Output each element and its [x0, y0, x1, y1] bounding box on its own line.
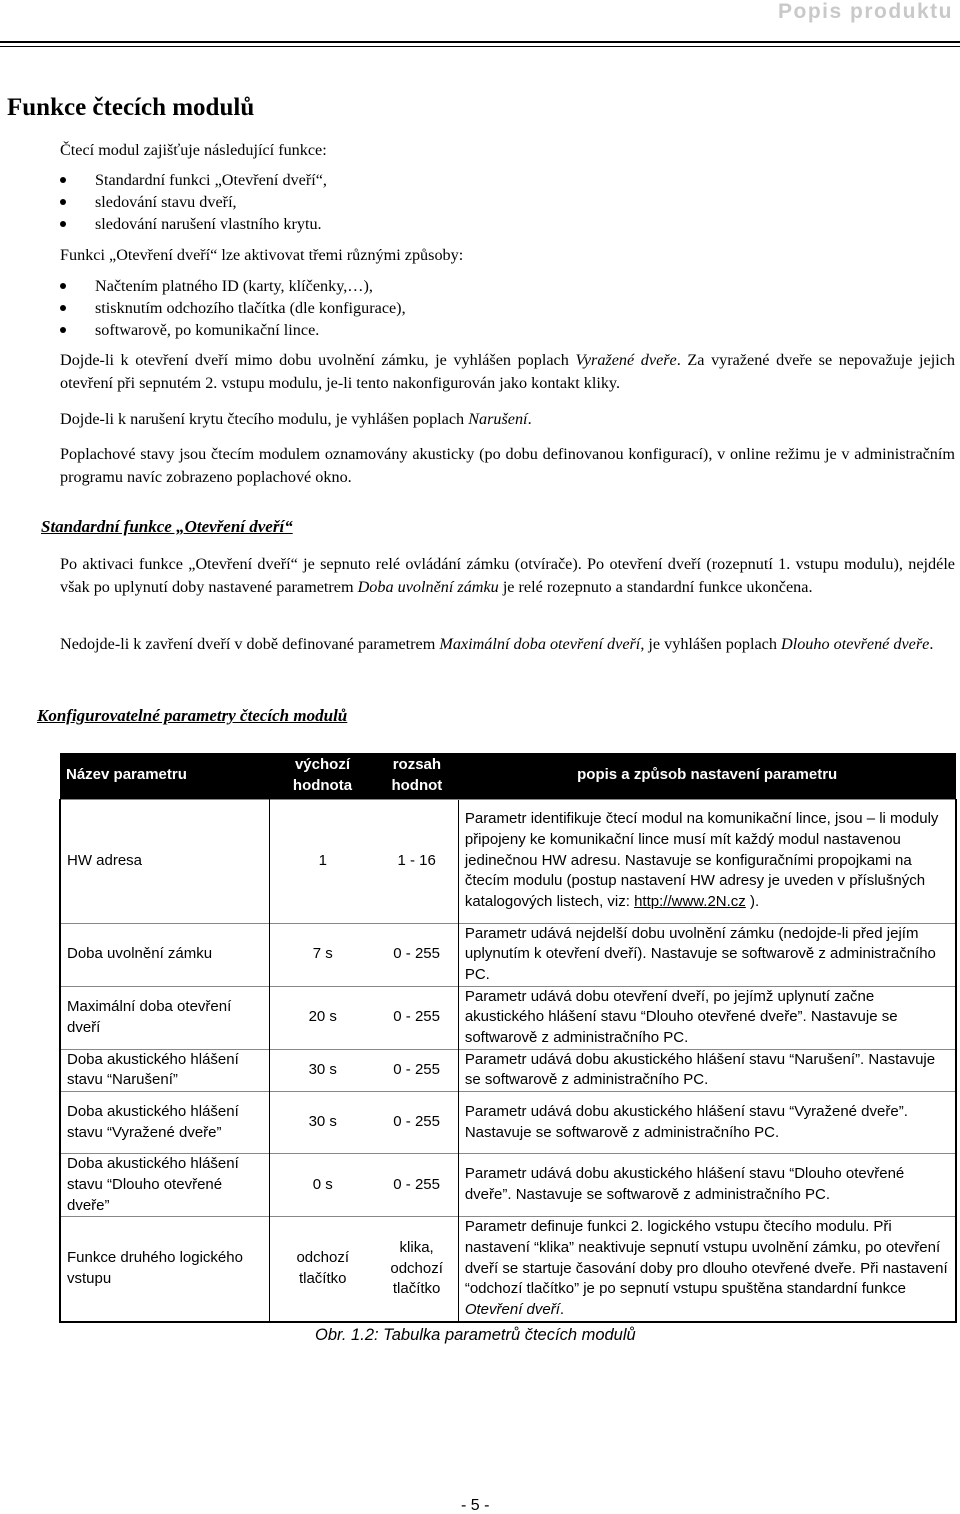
table-header-row — [60, 753, 956, 799]
cell-range: 0 - 255 — [375, 1049, 458, 1091]
list-item-text: sledování stavu dveří, — [95, 193, 237, 211]
table-row — [60, 923, 956, 986]
cell-description: Parametr udává dobu akustického hlášení stavu “Dlouho otevřené dveře”. Nastavuje se softwarově z administračního PC. — [458, 1154, 956, 1217]
cell-name: Doba uvolnění zámku — [60, 923, 270, 986]
cell-description — [458, 799, 956, 923]
bullet-icon — [60, 177, 66, 183]
function-name: Otevření dveří — [464, 1301, 560, 1319]
cell-description: Parametr udává dobu akustického hlášení stavu “Narušení”. Nastavuje se softwarově z administračního PC. — [458, 1049, 956, 1091]
bullet-icon — [60, 283, 66, 289]
open-methods-intro: Funkci „Otevření dveří“ lze aktivovat třemi různými způsoby: — [60, 246, 464, 264]
description-text: ). — [745, 893, 760, 911]
cell-description: Parametr udává nejdelší dobu uvolnění zámku (nedojde-li před jejím uplynutím k otevření dveří). Nastavuje se softwarově z administračního PC. — [458, 923, 956, 986]
cell-range: 0 - 255 — [375, 986, 458, 1049]
header-default: výchozí hodnota — [270, 753, 376, 799]
page-header-title: Popis produktu — [778, 0, 953, 23]
list-item-text: softwarově, po komunikační lince. — [95, 321, 320, 339]
cell-default: 1 — [270, 799, 376, 923]
paragraph-tamper — [60, 408, 955, 431]
table-row — [60, 799, 956, 923]
cell-default: 7 s — [270, 923, 376, 986]
paragraph-text: . — [929, 635, 934, 653]
list-item-text: stisknutím odchozího tlačítka (dle konfigurace), — [95, 299, 406, 317]
cell-description — [458, 1217, 956, 1322]
paragraph-text: Po aktivaci funkce „Otevření dveří“ je sepnuto relé ovládání zámku (otvírače). Po otevření dveří (rozepnutí 1. vstupu modulu), nejdéle však po uplynutí doby nastavené parametrem — [60, 555, 955, 596]
table-row — [60, 1092, 956, 1154]
alarm-name: Dlouho otevřené dveře — [781, 635, 930, 653]
cell-name: Doba akustického hlášení stavu “Vyražené dveře” — [60, 1092, 270, 1154]
cell-name: Doba akustického hlášení stavu “Narušení” — [60, 1049, 270, 1091]
bullet-icon — [60, 327, 66, 333]
bullet-icon — [60, 221, 66, 227]
paragraph-alarms: Poplachové stavy jsou čtecím modulem oznamovány akusticky (po dobu definovanou konfigurací), v online režimu je v administračním programu navíc zobrazeno poplachové okno. — [60, 445, 955, 486]
alarm-name: Vyražené dveře — [575, 351, 677, 369]
cell-default: 30 s — [270, 1049, 376, 1091]
subsection-heading: Standardní funkce „Otevření dveří“ — [41, 517, 293, 536]
cell-range: 0 - 255 — [375, 923, 458, 986]
cell-range: 1 - 16 — [375, 799, 458, 923]
parameter-name: Maximální doba otevření dveří — [439, 635, 641, 653]
paragraph-text: Dojde-li k narušení krytu čtecího modulu, je vyhlášen poplach — [60, 410, 469, 428]
section-title: Funkce čtecích modulů — [7, 94, 255, 121]
paragraph-standard-function — [60, 553, 955, 598]
page-number: - 5 - — [461, 1497, 490, 1514]
cell-default: 30 s — [270, 1092, 376, 1154]
cell-range: klika, odchozí tlačítko — [375, 1217, 458, 1322]
cell-default: odchozí tlačítko — [270, 1217, 376, 1322]
header-divider — [0, 41, 960, 43]
paragraph-text: , je vyhlášen poplach — [640, 635, 782, 653]
cell-default: 0 s — [270, 1154, 376, 1217]
paragraph-text: . Za vyražené dveře se nepovažuje jejich otevření při sepnutém 2. vstupu modulu, je-li tento nakonfigurován jako kontakt kliky. — [60, 351, 955, 392]
paragraph-text: je relé rozepnuto a standardní funkce ukončena. — [498, 577, 813, 596]
cell-description: Parametr udává dobu akustického hlášení stavu “Vyražené dveře”. Nastavuje se softwarově z administračního PC. — [458, 1092, 956, 1154]
cell-range: 0 - 255 — [375, 1092, 458, 1154]
bullet-icon — [60, 305, 66, 311]
description-text: Parametr definuje funkci 2. logického vstupu čtecího modulu. Při nastavení “klika” neaktivuje sepnutí vstupu uvolnění zámku, po otevření dveří se startuje časování doby pro dlouho otevřené dveře. Při nastavení “odchozí tlačítko” je po sepnutí vstupu spuštěna standardní funkce — [464, 1218, 948, 1298]
header-range: rozsah hodnot — [375, 753, 458, 799]
list-item-text: Standardní funkci „Otevření dveří“, — [95, 171, 327, 189]
cell-name: Funkce druhého logického vstupu — [60, 1217, 270, 1322]
header-name: Název parametru — [60, 753, 270, 799]
table-row — [60, 1049, 956, 1091]
header-description: popis a způsob nastavení parametru — [458, 753, 956, 799]
website-link[interactable]: http://www.2N.cz — [634, 893, 746, 911]
description-text: Parametr identifikuje čtecí modul na komunikační lince, jsou – li moduly připojeny ke komunikační lince musí mít každý modul nastavenou jedinečnou HW adresu. Nastavuje se konfiguračními propojkami na čtecím modulu (postup nastavení HW adresy je uveden v příslušných katalogových listech, viz: — [464, 810, 939, 911]
paragraph-long-open — [60, 633, 955, 656]
table-caption: Obr. 1.2: Tabulka parametrů čtecích modulů — [315, 1326, 636, 1344]
subsection-heading: Konfigurovatelné parametry čtecích modulů — [37, 706, 348, 725]
cell-name: Doba akustického hlášení stavu “Dlouho otevřené dveře” — [60, 1154, 270, 1217]
paragraph-text: Nedojde-li k zavření dveří v době definované parametrem — [60, 635, 440, 653]
description-text: . — [559, 1301, 565, 1319]
intro-text: Čtecí modul zajišťuje následující funkce: — [60, 141, 327, 159]
cell-range: 0 - 255 — [375, 1154, 458, 1217]
cell-name: HW adresa — [60, 799, 270, 923]
table-row — [60, 986, 956, 1049]
alarm-name: Narušení — [468, 410, 528, 428]
table-row — [60, 1154, 956, 1217]
cell-default: 20 s — [270, 986, 376, 1049]
list-item-text: sledování narušení vlastního krytu. — [95, 215, 322, 233]
table-row — [60, 1217, 956, 1322]
cell-description: Parametr udává dobu otevření dveří, po jejímž uplynutí začne akustického hlášení stavu “Dlouho otevřené dveře”. Nastavuje se softwarově z administračního PC. — [458, 986, 956, 1049]
cell-name: Maximální doba otevření dveří — [60, 986, 270, 1049]
parameters-table — [59, 753, 957, 1323]
bullet-icon — [60, 199, 66, 205]
header-divider-thin — [0, 46, 960, 47]
paragraph-text: Dojde-li k otevření dveří mimo dobu uvolnění zámku, je vyhlášen poplach — [60, 351, 576, 369]
paragraph-forced-door — [60, 349, 955, 394]
parameter-name: Doba uvolnění zámku — [357, 577, 499, 596]
list-item-text: Načtením platného ID (karty, klíčenky,…), — [95, 277, 373, 295]
paragraph-text: . — [527, 410, 532, 428]
